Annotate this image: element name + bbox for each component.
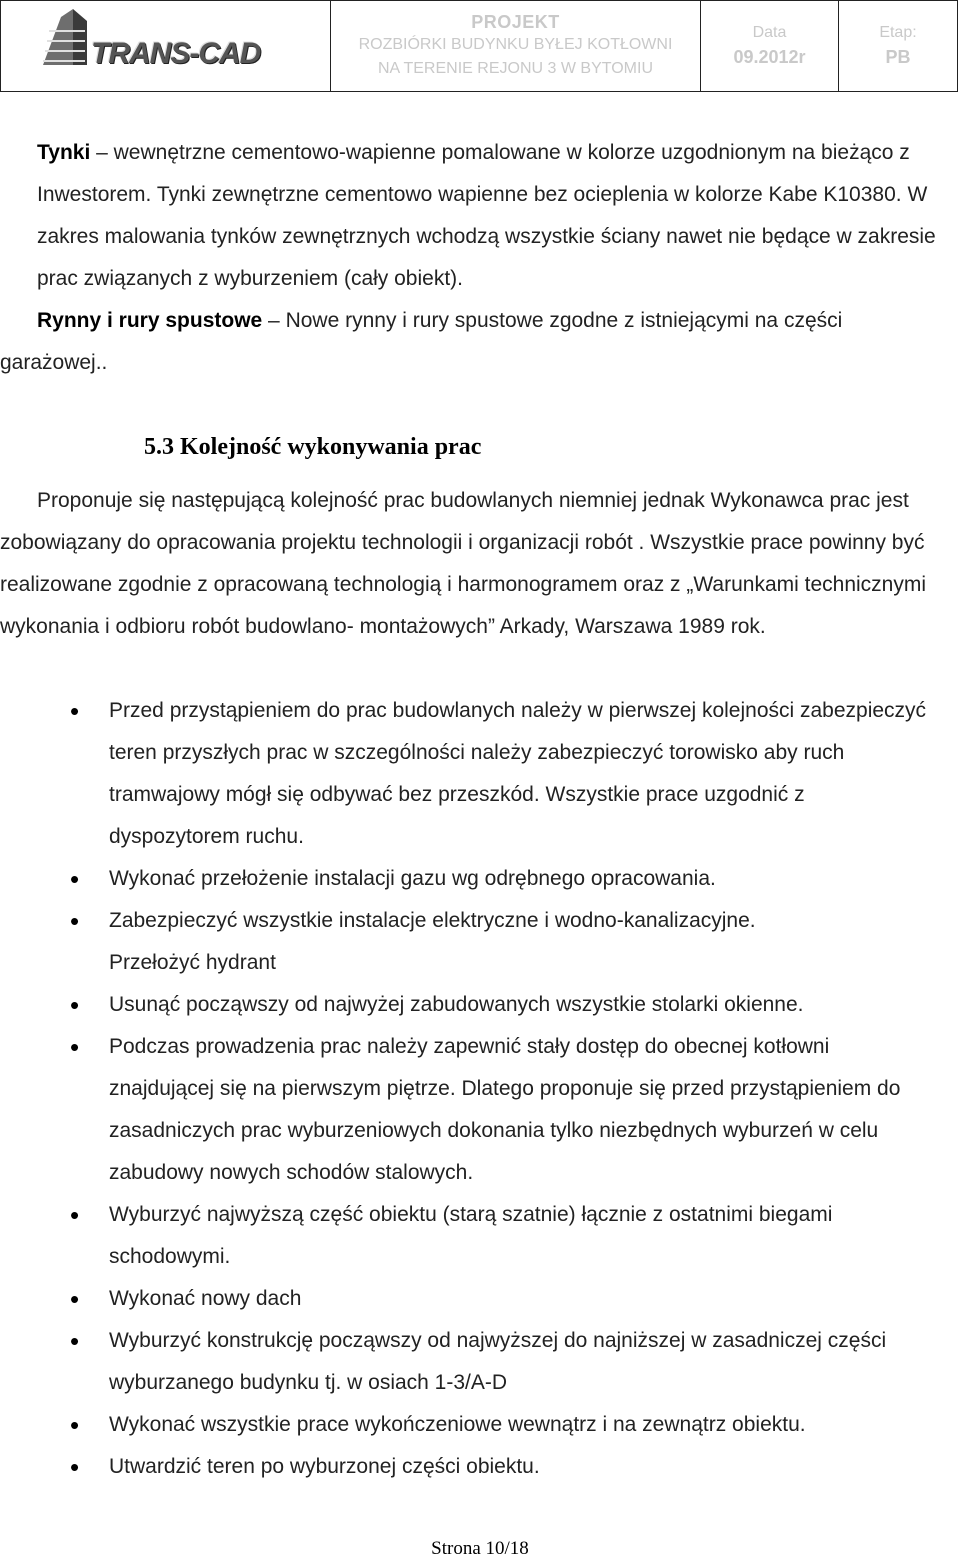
trans-cad-logo [39, 7, 309, 70]
date-cell [701, 1, 839, 91]
project-title: PROJEKT [471, 11, 560, 32]
date-value: 09.2012r [733, 47, 806, 67]
list-item: • Wykonać przełożenie instalacji gazu wg odrębnego opracowania. [0, 858, 960, 900]
list-item: • Przed przystąpieniem do prac budowlanych należy w pierwszej kolejności zabezpieczyć teren przyszłych prac w szczególności należy zabezpieczyć torowisko aby ruch tramwajowy mógł się odbywać bez przeszkód. Wszystkie prace uzgodnić z dyspozytorem ruchu. [0, 690, 960, 858]
page-number: Strona 10/18 [431, 1538, 529, 1559]
logo-cell [1, 1, 331, 91]
list-item: • Wykonać wszystkie prace wykończeniowe wewnątrz i na zewnątrz obiektu. [0, 1404, 960, 1446]
project-name-line1: ROZBIÓRKI BUDYNKU BYŁEJ KOTŁOWNI [358, 35, 673, 53]
tynki-text: – wewnętrzne cementowo-wapienne pomalowane w kolorze uzgodnionym na bieżąco z Inwestorem. Tynki zewnętrzne cementowo wapienne bez ocieplenia w kolorze Kabe K10380. W zakres malowania tynków zewnętrznych wchodzą wszystkie ściany nawet nie będące w zakresie prac związanych z wyburzeniem (cały obiekt). [37, 141, 936, 290]
work-order-list [0, 690, 960, 1488]
rynny-paragraph [0, 300, 940, 384]
section-paragraph: Proponuje się następującą kolejność prac budowlanych niemniej jednak Wykonawca prac jest zobowiązany do opracowania projektu technologii i organizacji robót . Wszystkie prace powinny być realizowane zgodnie z opracowaną technologią i harmonogramem oraz z „Warunkami technicznymi wykonania i odbioru robót budowlano- montażowych” Arkady, Warszawa 1989 rok. [0, 489, 926, 638]
list-item: • Utwardzić teren po wyburzonej części obiektu. [0, 1446, 960, 1488]
project-name-line2: NA TERENIE REJONU 3 W BYTOMIU [377, 59, 653, 77]
tynki-label: Tynki [37, 141, 91, 164]
project-cell [331, 1, 701, 91]
stage-value: PB [885, 47, 911, 67]
stage-label: Etap: [879, 24, 917, 41]
list-item: • Zabezpieczyć wszystkie instalacje elektryczne i wodno-kanalizacyjne. [0, 900, 960, 942]
rynny-text: – Nowe rynny i rury spustowe zgodne z istniejącymi na części garażowej.. [0, 309, 843, 374]
document-header [0, 0, 958, 92]
section-heading: 5.3 Kolejność wykonywania prac [144, 434, 482, 460]
tynki-paragraph [37, 132, 942, 300]
stage-cell [839, 1, 957, 91]
list-item: • Wyburzyć konstrukcję począwszy od najwyższej do najniższej w zasadniczej części wyburzanego budynku tj. w osiach 1-3/A-D [0, 1320, 960, 1404]
list-item: • Wyburzyć najwyższą część obiektu (starą szatnie) łącznie z ostatnimi biegami schodowymi. [0, 1194, 960, 1278]
list-item: • Podczas prowadzenia prac należy zapewnić stały dostęp do obecnej kotłowni znajdującej się na pierwszym piętrze. Dlatego proponuje się przed przystąpieniem do zasadniczych prac wyburzeniowych dokonania tylko niezbędnych wyburzeń w celu zabudowy nowych schodów stalowych. [0, 1026, 960, 1194]
list-item: • Wykonać nowy dach [0, 1278, 960, 1320]
list-item: • Usunąć począwszy od najwyżej zabudowanych wszystkie stolarki okienne. [0, 984, 960, 1026]
rynny-label: Rynny i rury spustowe [37, 309, 263, 332]
date-label: Data [752, 24, 787, 41]
list-item: Przełożyć hydrant [109, 951, 276, 974]
logo-text: TRANS-CAD [91, 37, 261, 70]
